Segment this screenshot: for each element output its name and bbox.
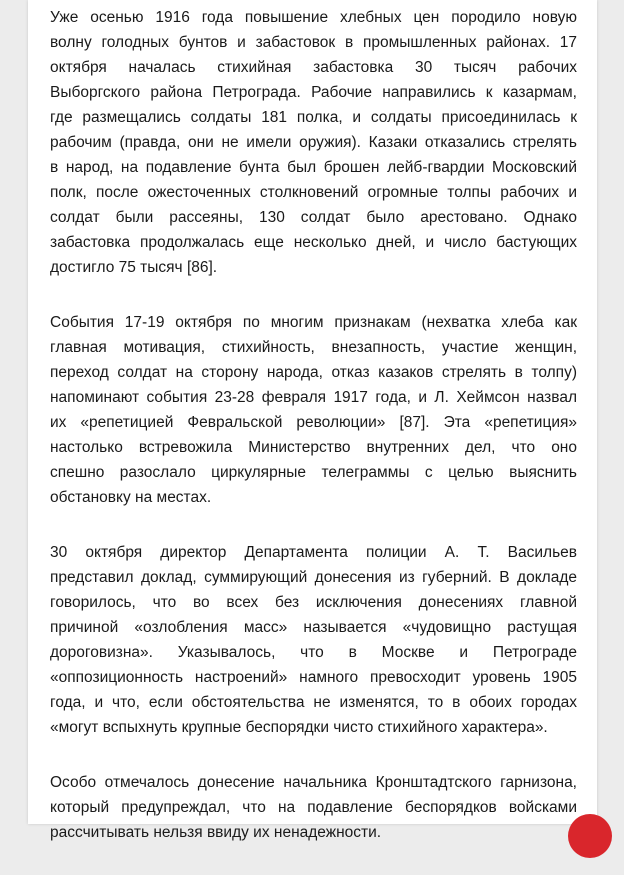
text-line: главная мотивация, стихийность, внезапность, участие женщин,: [50, 339, 577, 356]
text-line: рассчитывать нельзя ввиду их ненадежности.: [50, 824, 382, 841]
paragraph: [50, 310, 577, 510]
text-line: переход солдат на сторону народа, отказ казаков стрелять в толпу): [50, 364, 577, 381]
text-line: солдат были рассеяны, 130 солдат было арестовано. Однако: [50, 209, 577, 226]
text-line: достигло 75 тысяч [86].: [50, 259, 218, 276]
text-line: Уже осенью 1916 года повышение хлебных цен породило новую: [50, 9, 577, 26]
text-line: октября началась стихийная забастовка 30 тысяч рабочих: [50, 59, 577, 76]
text-line: волну голодных бунтов и забастовок в промышленных районах. 17: [50, 34, 577, 51]
text-line: дороговизна». Указывалось, что в Москве и Петрограде: [50, 644, 577, 661]
text-line: в народ, на подавление бунта был брошен лейб-гвардии Московский: [50, 159, 577, 176]
text-line: Выборгского района Петрограда. Рабочие направились к казармам,: [50, 84, 577, 101]
text-line: 30 октября директор Департамента полиции А. Т. Васильев: [50, 544, 577, 561]
text-line: их «репетицией Февральской революции» [87]. Эта «репетиция»: [50, 414, 577, 431]
text-line: года, и что, если обстоятельства не изменятся, то в обоих городах: [50, 694, 577, 711]
text-line: напоминают события 23-28 февраля 1917 года, и Л. Хеймсон назвал: [50, 389, 577, 406]
text-line: причиной «озлобления масс» называется «чудовищно растущая: [50, 619, 577, 636]
text-line: который предупреждал, что на подавление беспорядков войсками: [50, 799, 577, 816]
text-line: обстановку на местах.: [50, 489, 212, 506]
text-line: забастовка продолжалась еще несколько дней, и число бастующих: [50, 234, 577, 251]
text-line: где размещались солдаты 181 полка, и солдаты присоединилась к: [50, 109, 577, 126]
text-line: «могут вспыхнуть крупные беспорядки чисто стихийного характера».: [50, 719, 548, 736]
text-line: События 17-19 октября по многим признакам (нехватка хлеба как: [50, 314, 577, 331]
text-line: говорилось, что во всех без исключения донесениях главной: [50, 594, 577, 611]
text-line: полк, после ожесточенных столкновений огромные толпы рабочих и: [50, 184, 577, 201]
paragraph: [50, 5, 577, 280]
paragraph: [50, 770, 577, 845]
paragraph: [50, 540, 577, 740]
text-line: спешно разослало циркулярные телеграммы с целью выяснить: [50, 464, 577, 481]
text-line: «оппозиционность настроений» намного превосходит уровень 1905: [50, 669, 577, 686]
text-line: рабочим (правда, они не имели оружия). Казаки отказались стрелять: [50, 134, 577, 151]
text-line: настолько встревожила Министерство внутренних дел, что оно: [50, 439, 577, 456]
article-text: [50, 5, 577, 875]
text-line: представил доклад, суммирующий донесения из губерний. В докладе: [50, 569, 577, 586]
floating-action-button[interactable]: [568, 814, 612, 858]
text-line: Особо отмечалось донесение начальника Кронштадтского гарнизона,: [50, 774, 577, 791]
